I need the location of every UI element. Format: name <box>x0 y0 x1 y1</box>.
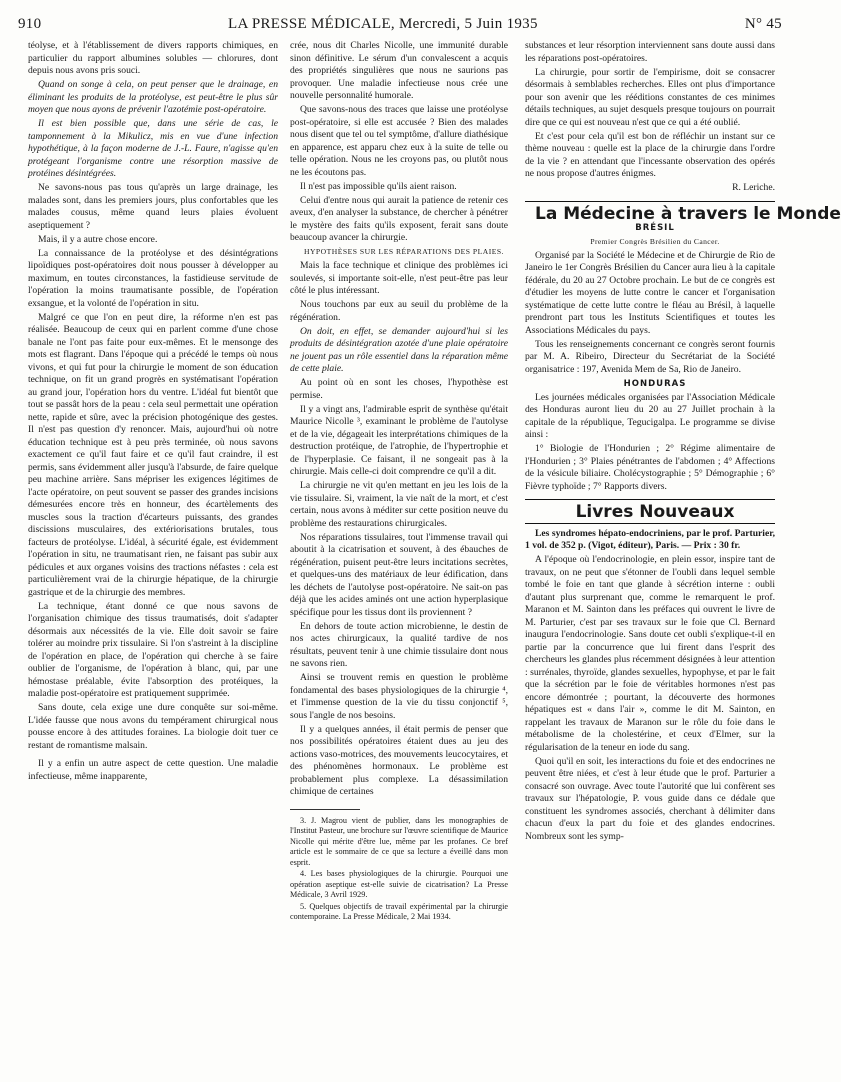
footnote: 3. J. Magrou vient de publier, dans les monographies de l'Institut Pasteur, une brochure sur l'œuvre scientifique de Maurice Nicolle qui mérite d'être lue, même par les profanes. Ce bref article est le sommaire de ce que sa lecture a éveillé dans mon esprit. <box>290 815 508 867</box>
paragraph: Il y a vingt ans, l'admirable esprit de synthèse qu'était Maurice Nicolle ³, examinant le problème de l'autolyse et de la vie, dégageait les interprétations chimiques de la destruction protéique, de l'atrophie, de l'hypertrophie et de l'hyperplasie. Ce faisant, il ne songeait pas à la chirurgie. Mais celle-ci doit comprendre ce qu'il a dit. <box>290 403 508 477</box>
author-signature: R. Leriche. <box>732 182 775 193</box>
paragraph: La connaissance de la protéolyse et des désintégrations lipoïdiques post-opératoires doit nous pousser à développer au maximum, en toutes circonstances, la fastidieuse servitude de l'opération la moins traumatisante possible, de l'opération exsangue, et la volonté de l'opération in situ. <box>28 247 278 309</box>
footnotes <box>290 816 508 923</box>
paragraph: Tous les renseignements concernant ce congrès seront fournis par M. A. Ribeiro, Directeur du Secrétariat de la Société organisatrice : 197, Avenida Mem de Sa, Rio de Janeiro. <box>525 338 775 375</box>
paragraph: Nos réparations tissulaires, tout l'immense travail qui aboutit à la cicatrisation et souvent, à des ébauches de régénération, puisent peut-être leurs incitations secrètes, et quelques-uns des matériaux de leur édification, dans les déchets de l'autolyse post-opératoire. Ne sait-on pas déjà que les acides aminés ont une action hyperplasique spécifique pour les tissus dont ils proviennent ? <box>290 531 508 618</box>
footnote-divider <box>290 809 360 810</box>
paragraph: 1° Biologie de l'Hondurien ; 2° Régime alimentaire de l'Hondurien ; 3° Plaies pénétrantes de l'abdomen ; 4° Affections de la vésicule biliaire. Cholécystographie ; 5° Démographie ; 6° Fièvre typhoïde ; 7° Rapports divers. <box>525 443 775 492</box>
footnote: 4. Les bases physiologiques de la chirurgie. Pourquoi une opération aseptique est-elle suivie de cicatrisation? La Presse Médicale, 3 Avril 1929. <box>290 869 508 899</box>
running-title: LA PRESSE MÉDICALE, Mercredi, 5 Juin 1935 <box>228 16 538 32</box>
paragraph: Nous touchons par eux au seuil du problème de la régénération. <box>290 299 508 323</box>
section-divider <box>525 201 775 202</box>
paragraph: La chirurgie, pour sortir de l'empirisme, doit se consacrer désormais à semblables recherches. Elles ont plus d'importance pour son avenir que les rééditions constantes de ces minimes détails techniques, au sujet desquels presque toujours on pourrait dire que ce qui est nouveau n'est que ce qui a été oublié. <box>525 66 775 128</box>
paragraph: Quand on songe à cela, on peut penser que le drainage, en éliminant les produits de la protéolyse, est peut-être le plus sûr moyen que nous ayons de prévenir l'azotémie post-opératoire. <box>28 79 278 115</box>
section-divider <box>525 499 775 500</box>
section-title: La Médecine à travers le Monde <box>535 203 841 224</box>
paragraph: La technique, étant donné ce que nous savons de l'organisation chimique des tissus traumatisés, doit s'adapter désormais aux nécessités de la vie. Elle doit savoir se faire tolérer au moindre prix tissulaire. Si l'on s'astreint à la discipline de l'opération en place, de l'opération qui cherche à se faire oublier de l'organisme, de l'opération à blanc, qui, par une hémostase préalable, évite l'absorption des protéiques, la maladie post-opératoire est pratiquement supprimée. <box>28 600 278 699</box>
paragraph: Ne savons-nous pas tous qu'après un large drainage, les malades sont, dans les premiers jours, plus confortables que les malades cousus, même quand leurs plaies évoluent aseptiquement ? <box>28 182 278 231</box>
section-heading: HYPOTHÈSES SUR LES RÉPARATIONS DES PLAIES. <box>303 247 505 256</box>
book-heading: Les syndromes hépato-endocriniens, par le prof. Parturier, 1 vol. de 352 p. (Vigot, éditeur), Paris. — Prix : 30 fr. <box>525 527 775 551</box>
paragraph: Il n'est pas impossible qu'ils aient raison. <box>300 180 457 192</box>
paragraph: Les journées médicales organisées par l'Association Médicale des Honduras auront lieu du 20 au 27 Juillet prochain à la capitale de la république, Tegucigalpa. Le programme se divise ainsi : <box>525 391 775 440</box>
paragraph: On doit, en effet, se demander aujourd'hui si les produits de désintégration azotée d'une plaie opératoire ne jouent pas un rôle essentiel dans la réparation même de cette plaie. <box>290 325 508 374</box>
paragraph: Organisé par la Société le Médecine et de Chirurgie de Rio de Janeiro le 1er Congrès Brésilien du Cancer aura lieu à la capitale fédérale, du 20 au 27 Octobre prochain. Le but de ce congrès est d'étudier les moyens de lutte contre le cancer et l'organisation systématique de cette lutte contre le fléau au Brésil, à laquelle prendront part tous les Instituts Scientifiques et toutes les Associations Médicales du pays. <box>525 249 775 336</box>
paragraph: Il y a quelques années, il était permis de penser que nos possibilités opératoires étaient dues au jeu des actions vaso-motrices, des mouvements leucocytaires, et des phénomènes hormonaux. Le problème est probablement plus complexe. La désassimilation chimique de certaines <box>290 723 508 797</box>
paragraph: Ainsi se trouvent remis en question le problème fondamental des bases physiologiques de la chirurgie ⁴, et l'immense question de la vie du tissu conjonctif ⁵, sous l'angle de nos besoins. <box>290 672 508 721</box>
paragraph: A l'époque où l'endocrinologie, en plein essor, inspire tant de travaux, on ne peut que s'étonner de l'oubli dans lequel semble tombé le foie en tant que glande à sécrétion interne : oubli d'autant plus surprenant que, comme le remarquent le prof. Maranon et M. Sainton dans les préfaces qui ouvrent le livre de M. Parturier, c'est par ses travaux sur le foie que Cl. Bernard inaugura l'endocrinologie. Sans doute cet oubli s'explique-t-il en partie par la concurrence que lui firent dans l'esprit des chercheurs les glandes plus récemment désignées à leur attention : surrénales, thyroïde, glandes sexuelles, hypophyse, et par le fait que la sécrétion par le foie de véritables hormones n'est pas encore démontrée ; pourtant, la découverte des hormones hépatiques est « dans l'air », comme le dit M. Sainton, en rappelant les travaux de Maranon sur le rôle du foie dans le métabolisme de la cholestérine, et ceux d'Elmer, sur la régularisation de la teneur en iode du sang. <box>525 554 775 753</box>
paragraph: crée, nous dit Charles Nicolle, une immunité durable sinon définitive. Le sérum d'un convalescent a acquis des propriétés singulières que nous ne saurions pas provoquer. Une maladie infectieuse nous crée une nouvelle personnalité humorale. <box>290 40 508 101</box>
issue-number: N° 45 <box>744 16 782 32</box>
books-section-title: Livres Nouveaux <box>575 502 735 522</box>
footnote: 5. Quelques objectifs de travail expérimental par la chirurgie contemporaine. La Presse Médicale, 2 Mai 1934. <box>290 901 508 921</box>
paragraph: Quoi qu'il en soit, les interactions du foie et des endocrines ne peuvent être niées, et c'est à leur étude que le prof. Parturier a consacré son ouvrage. Avec toute l'autorité que lui confèrent ses travaux sur l'hépatologie, P. vous guide dans ce dédale que constituent les syndromes associés, cherchant à délimiter dans chacun d'eux la part du foie et des glandes endocrines. Nombreux sont les symp- <box>525 755 775 842</box>
country-heading: BRÉSIL <box>635 222 675 233</box>
paragraph: Que savons-nous des traces que laisse une protéolyse post-opératoire, si elle est accusée ? Bien des malades nous disent que tel ou tel symptôme, d'allure diathésique en apparence, est apparu chez eux à la suite de telle ou telle opération. Nous ne les croyons pas, ou plutôt nous ne les écoutons pas. <box>290 104 508 178</box>
paragraph: Et c'est pour cela qu'il est bon de réfléchir un instant sur ce thème nouveau : quelle est la place de la chirurgie dans l'ordre de la vie ? en attendant que l'incessante observation des opérés ne nous propose d'autres énigmes. <box>525 130 775 179</box>
country-heading: HONDURAS <box>623 378 687 389</box>
page-number: 910 <box>18 16 42 32</box>
paragraph: En dehors de toute action microbienne, le destin de nos actes chirurgicaux, la qualité tardive de nos résultats, peuvent tenir à une chimie tissulaire dont nous ne savons rien. <box>290 620 508 669</box>
paragraph: Il y a enfin un autre aspect de cette question. Une maladie infectieuse, même inapparente, <box>28 758 278 782</box>
paragraph: Sans doute, cela exige une dure conquête sur soi-même. L'idée fausse que nous avons du tempérament chirurgical nous pousse encore à des attitudes foraines. La biologie doit tuer ce restant de romantisme malsain. <box>28 702 278 751</box>
paragraph: Au point où en sont les choses, l'hypothèse est permise. <box>290 377 508 401</box>
section-divider <box>525 523 775 524</box>
paragraph: Malgré ce que l'on en peut dire, la réforme n'en est pas réalisée. Beaucoup de ceux qui en parlent comme d'une chose banale ne l'ont pas faite pour eux-mêmes. Et le mensonge des mots est flagrant. Dans l'époque qui a précédé le temps où nous vivons, et qui fut pour la chirurgie le moment de son éducation technique, on fit un grand progrès en systématisant l'opération au grand jour, l'opération hors du ventre. L'idéal fut bientôt que tout se passât hors de la peau : cela seul permettait une opération nette, rapide et sûre, avec la précision photogénique des gestes. Il n'est pas question d'y renoncer. Mais, aujourd'hui où notre éducation technique est à peu près terminée, où nous savons exactement ce qu'il faut faire et ce qu'il faut craindre, il est permis, sans évidemment aller jusqu'à l'absurde, de faire quelque peu machine arrière. Sans mépriser les exigences légitimes de l'acte opératoire, on peut souvent se passer des grandes incisions démesurées encore très en honneur, des écartèlements des muscles sous la traction d'écarteurs puissants, des grandes discissions musculaires, des extériorisations brutales, tous facteurs de protéolyse. L'idéal, à sécurité égale, est évidemment l'opération in situ, ne traumatisant rien, ne faisant pas subir aux pédicules et aux organes voisins des tractions néfastes : cela est particulièrement vrai de la chirurgie hépatique, de la chirurgie gastrique et de la chirurgie des membres. <box>28 311 278 598</box>
paragraph: substances et leur résorption interviennent sans doute aussi dans les réparations post-opératoires. <box>525 40 775 64</box>
paragraph: Mais, il y a autre chose encore. <box>38 233 158 245</box>
congress-title: Premier Congrès Brésilien du Cancer. <box>590 236 720 246</box>
paragraph: La chirurgie ne vit qu'en mettant en jeu les lois de la vie tissulaire. Si, vraiment, la vie naît de la mort, et c'est certain, nous avons à méditer sur cette position neuve du problème des restaurations chirurgicales. <box>290 480 508 529</box>
column-3 <box>525 40 841 845</box>
paragraph: Mais la face technique et clinique des problèmes ici soulevés, si importante soit-elle, n'est peut-être pas leur côté le plus intéressant. <box>290 260 508 296</box>
paragraph: téolyse, et à l'établissement de divers rapports chimiques, en particulier du rapport albumines solubles — chlorures, dont depuis nous avons pris souci. <box>28 40 278 76</box>
page-header <box>18 10 782 38</box>
column-2 <box>290 40 508 924</box>
paragraph: Celui d'entre nous qui aurait la patience de retenir ces aveux, d'en analyser la substance, de chercher à pénétrer le mystère des faits qu'ils exposent, ferait sans doute beaucoup avancer la chirurgie. <box>290 194 508 243</box>
column-1 <box>28 40 278 785</box>
paragraph: Il est bien possible que, dans une série de cas, le tamponnement à la Mikulicz, mis en vue d'une infection hypothétique, à la façon moderne de J.-L. Faure, n'agisse qu'en protégeant l'organisme contre une résorption massive de protéines désintégrées. <box>28 118 278 179</box>
